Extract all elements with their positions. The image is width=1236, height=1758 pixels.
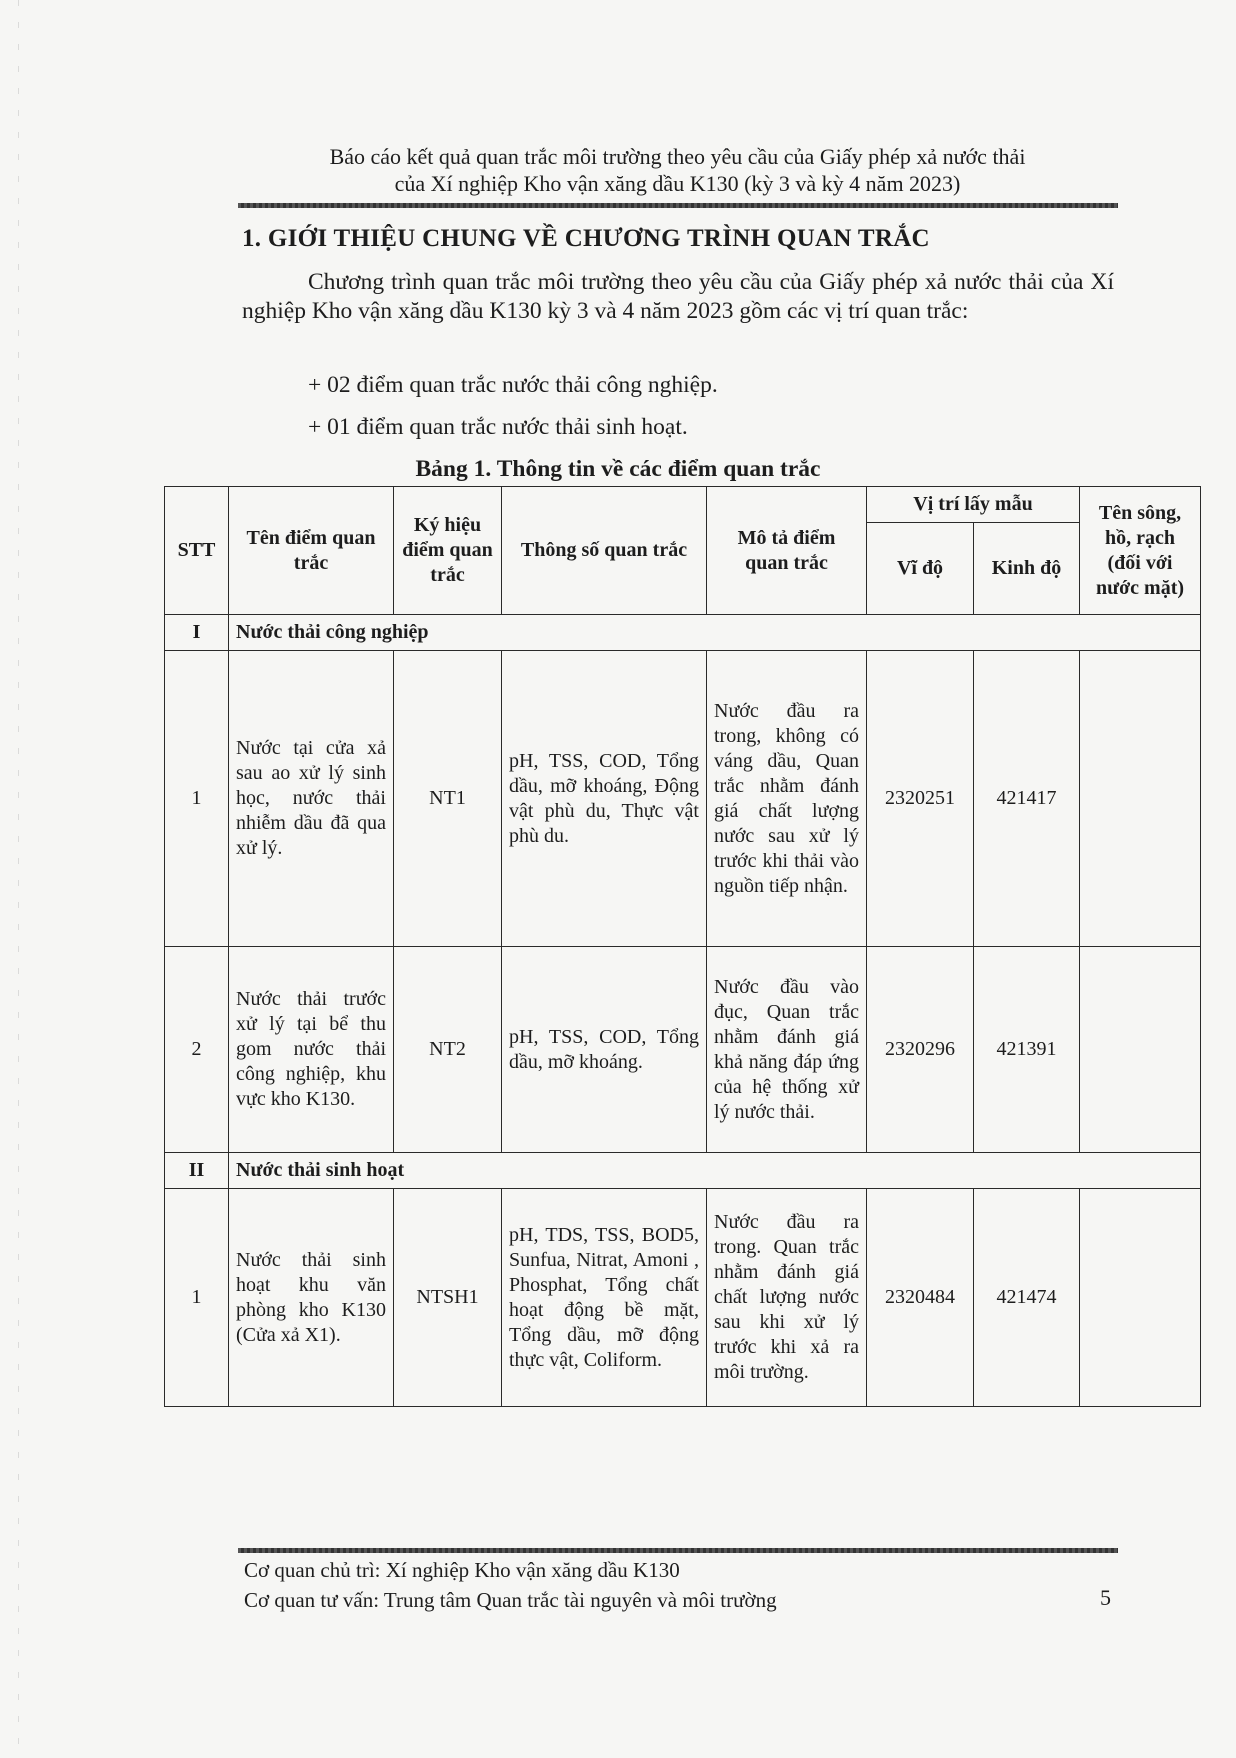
section-title: 1. GIỚI THIỆU CHUNG VỀ CHƯƠNG TRÌNH QUAN TRẮC xyxy=(242,225,930,252)
cell-code: NT1 xyxy=(394,651,502,947)
cell-stt: 1 xyxy=(165,651,229,947)
section-title-cell: Nước thải công nghiệp xyxy=(229,615,1201,651)
cell-lon: 421417 xyxy=(974,651,1080,947)
cell-code: NT2 xyxy=(394,947,502,1153)
header-params: Thông số quan trắc xyxy=(502,487,707,615)
table-row xyxy=(165,651,1201,947)
cell-desc: Nước đầu ra trong. Quan trắc nhằm đánh giá chất lượng nước sau khi xử lý trước khi xả ra môi trường. xyxy=(707,1189,867,1407)
table-row xyxy=(165,1189,1201,1407)
cell-lat: 2320484 xyxy=(867,1189,974,1407)
page-footer xyxy=(244,1555,777,1615)
cell-desc: Nước đầu vào đục, Quan trắc nhằm đánh giá khả năng đáp ứng của hệ thống xử lý nước thải. xyxy=(707,947,867,1153)
cell-desc: Nước đầu ra trong, không có váng dầu, Quan trắc nhằm đánh giá chất lượng nước sau xử lý trước khi thải vào nguồn tiếp nhận. xyxy=(707,651,867,947)
cell-river xyxy=(1080,947,1201,1153)
footer-rule xyxy=(238,1548,1118,1553)
page-number: 5 xyxy=(1100,1585,1111,1610)
monitoring-points-table xyxy=(164,486,1201,1407)
cell-river xyxy=(1080,1189,1201,1407)
cell-lat: 2320296 xyxy=(867,947,974,1153)
cell-params: pH, TSS, COD, Tổng dầu, mỡ khoáng, Động vật phù du, Thực vật phù du. xyxy=(502,651,707,947)
header-rule xyxy=(238,203,1118,208)
header-name: Tên điểm quan trắc xyxy=(229,487,394,615)
section-row xyxy=(165,1153,1201,1189)
section-number: I xyxy=(165,615,229,651)
cell-stt: 2 xyxy=(165,947,229,1153)
header-desc: Mô tả điểm quan trắc xyxy=(707,487,867,615)
header-location: Vị trí lấy mẫu xyxy=(867,487,1080,523)
table-row xyxy=(165,947,1201,1153)
header-lat: Vĩ độ xyxy=(867,523,974,615)
section-number: II xyxy=(165,1153,229,1189)
header-river: Tên sông, hồ, rạch (đối với nước mặt) xyxy=(1080,487,1201,615)
scan-edge xyxy=(18,0,19,1758)
cell-river xyxy=(1080,651,1201,947)
header-code: Ký hiệu điểm quan trắc xyxy=(394,487,502,615)
header-stt: STT xyxy=(165,487,229,615)
cell-params: pH, TDS, TSS, BOD5, Sunfua, Nitrat, Amoni , Phosphat, Tổng chất hoạt động bề mặt, Tổng dầu, mỡ động thực vật, Coliform. xyxy=(502,1189,707,1407)
bullet-domestic: + 01 điểm quan trắc nước thải sinh hoạt. xyxy=(308,414,688,440)
cell-name: Nước tại cửa xả sau ao xử lý sinh học, nước thải nhiễm dầu đã qua xử lý. xyxy=(229,651,394,947)
header-line-2: của Xí nghiệp Kho vận xăng dầu K130 (kỳ 3 và kỳ 4 năm 2023) xyxy=(394,171,961,196)
section-title-cell: Nước thải sinh hoạt xyxy=(229,1153,1201,1189)
cell-stt: 1 xyxy=(165,1189,229,1407)
cell-name: Nước thải trước xử lý tại bể thu gom nước thải công nghiệp, khu vực kho K130. xyxy=(229,947,394,1153)
cell-lon: 421391 xyxy=(974,947,1080,1153)
bullet-industrial: + 02 điểm quan trắc nước thải công nghiệp. xyxy=(308,372,718,398)
header-line-1: Báo cáo kết quả quan trắc môi trường theo yêu cầu của Giấy phép xả nước thải xyxy=(329,144,1026,169)
header-lon: Kinh độ xyxy=(974,523,1080,615)
cell-name: Nước thải sinh hoạt khu văn phòng kho K130 (Cửa xả X1). xyxy=(229,1189,394,1407)
footer-consultant: Cơ quan tư vấn: Trung tâm Quan trắc tài nguyên và môi trường xyxy=(244,1588,777,1612)
table-caption: Bảng 1. Thông tin về các điểm quan trắc xyxy=(415,456,821,482)
cell-lon: 421474 xyxy=(974,1189,1080,1407)
section-row xyxy=(165,615,1201,651)
intro-paragraph: Chương trình quan trắc môi trường theo yêu cầu của Giấy phép xả nước thải của Xí nghiệp Kho vận xăng dầu K130 kỳ 3 và 4 năm 2023 gồm các vị trí quan trắc: xyxy=(242,269,1114,324)
running-header xyxy=(240,143,1115,197)
cell-params: pH, TSS, COD, Tổng dầu, mỡ khoáng. xyxy=(502,947,707,1153)
cell-code: NTSH1 xyxy=(394,1189,502,1407)
cell-lat: 2320251 xyxy=(867,651,974,947)
footer-host: Cơ quan chủ trì: Xí nghiệp Kho vận xăng dầu K130 xyxy=(244,1558,680,1582)
